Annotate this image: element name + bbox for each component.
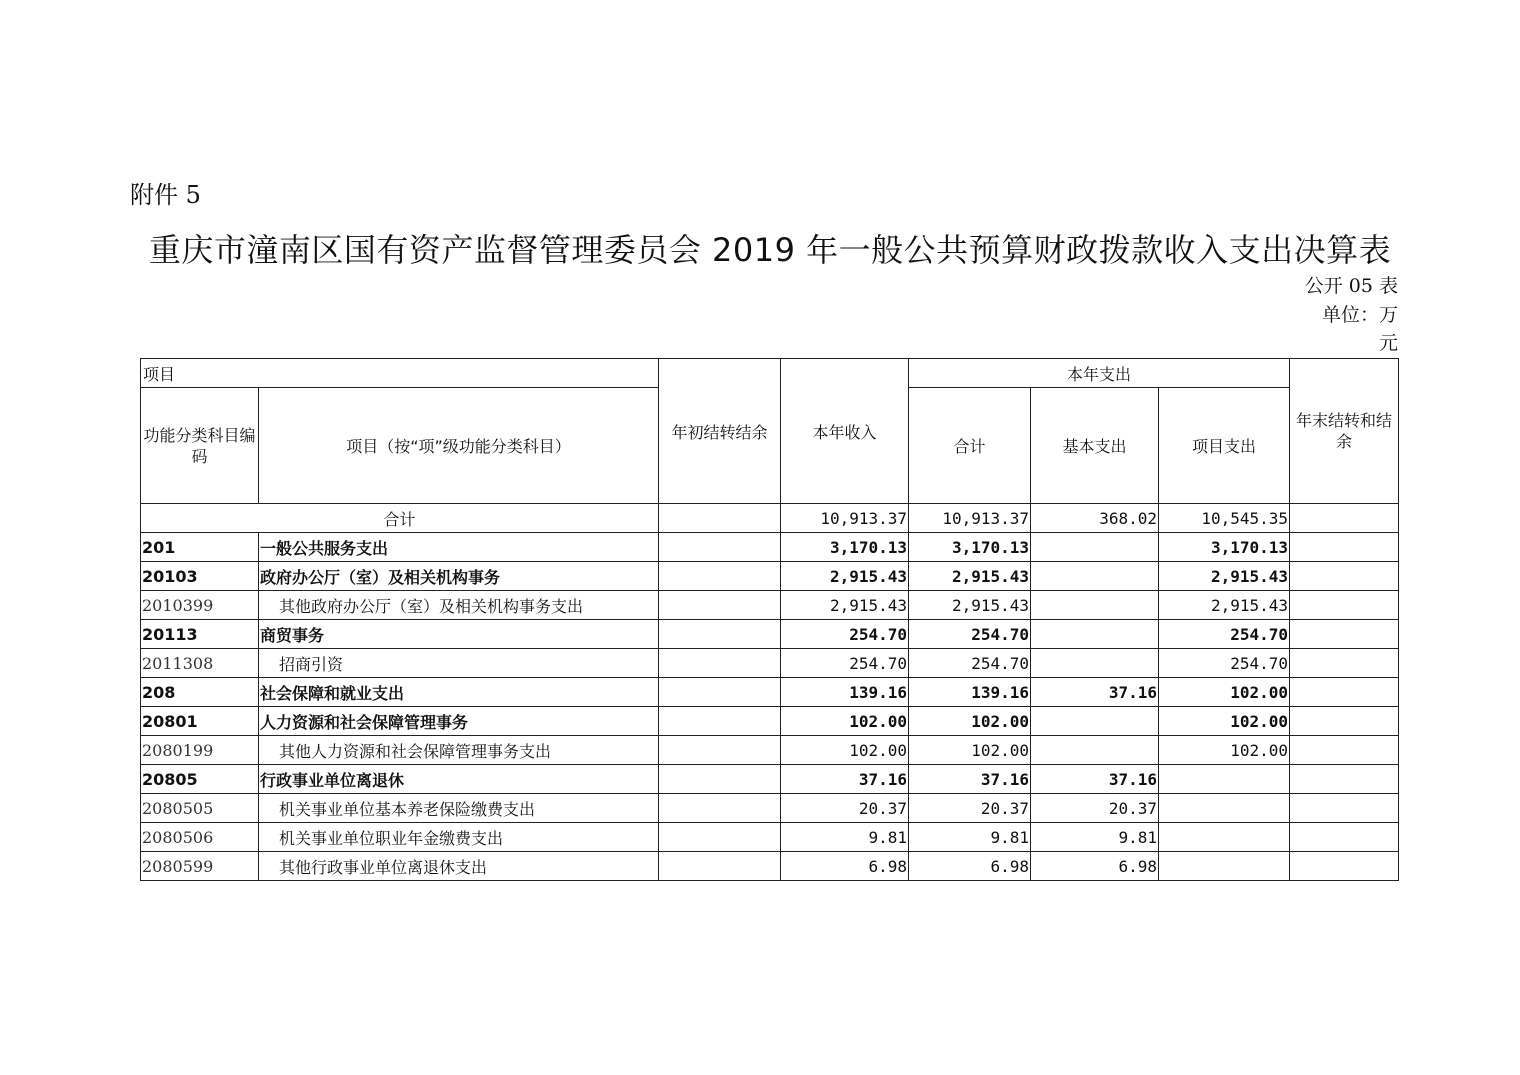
row-name: 行政事业单位离退休 — [259, 765, 659, 794]
header-expense-group: 本年支出 — [909, 359, 1290, 388]
header-project-expense: 项目支出 — [1159, 388, 1290, 504]
total-basic: 368.02 — [1031, 504, 1159, 533]
table-row — [141, 765, 1399, 794]
row-project: 102.00 — [1159, 678, 1290, 707]
header-income: 本年收入 — [781, 359, 909, 504]
table-row — [141, 823, 1399, 852]
row-carry-begin — [659, 736, 781, 765]
row-name: 其他人力资源和社会保障管理事务支出 — [259, 736, 659, 765]
row-carry-begin — [659, 562, 781, 591]
attachment-label: 附件 5 — [130, 181, 201, 209]
row-income: 102.00 — [781, 736, 909, 765]
row-project: 254.70 — [1159, 620, 1290, 649]
row-project — [1159, 823, 1290, 852]
row-code: 20103 — [141, 562, 259, 591]
row-name: 其他政府办公厅（室）及相关机构事务支出 — [259, 591, 659, 620]
row-code: 2010399 — [141, 591, 259, 620]
document-title: 重庆市潼南区国有资产监督管理委员会 2019 年一般公共预算财政拨款收入支出决算表 — [148, 231, 1392, 269]
unit-line-1: 单位：万 — [1321, 304, 1398, 326]
table-row — [141, 620, 1399, 649]
budget-table — [140, 358, 1399, 881]
row-code: 2080506 — [141, 823, 259, 852]
row-code: 2011308 — [141, 649, 259, 678]
row-project: 2,915.43 — [1159, 591, 1290, 620]
row-total: 2,915.43 — [909, 562, 1031, 591]
row-project — [1159, 765, 1290, 794]
row-project: 102.00 — [1159, 707, 1290, 736]
row-name: 商贸事务 — [259, 620, 659, 649]
row-income: 102.00 — [781, 707, 909, 736]
row-income: 3,170.13 — [781, 533, 909, 562]
row-code: 20113 — [141, 620, 259, 649]
table-row — [141, 852, 1399, 881]
row-total: 2,915.43 — [909, 591, 1031, 620]
row-basic: 20.37 — [1031, 794, 1159, 823]
header-basic: 基本支出 — [1031, 388, 1159, 504]
row-name: 社会保障和就业支出 — [259, 678, 659, 707]
row-basic — [1031, 591, 1159, 620]
row-project — [1159, 852, 1290, 881]
unit-line-2: 元 — [1378, 332, 1398, 354]
row-income: 2,915.43 — [781, 562, 909, 591]
total-total: 10,913.37 — [909, 504, 1031, 533]
row-project — [1159, 794, 1290, 823]
row-basic: 9.81 — [1031, 823, 1159, 852]
row-income: 6.98 — [781, 852, 909, 881]
row-income: 254.70 — [781, 649, 909, 678]
row-basic — [1031, 562, 1159, 591]
total-project: 10,545.35 — [1159, 504, 1290, 533]
row-name: 政府办公厅（室）及相关机构事务 — [259, 562, 659, 591]
row-income: 20.37 — [781, 794, 909, 823]
row-project: 2,915.43 — [1159, 562, 1290, 591]
row-carry-begin — [659, 620, 781, 649]
row-name: 人力资源和社会保障管理事务 — [259, 707, 659, 736]
row-total: 37.16 — [909, 765, 1031, 794]
row-total: 3,170.13 — [909, 533, 1031, 562]
row-carry-begin — [659, 533, 781, 562]
row-basic: 37.16 — [1031, 765, 1159, 794]
row-project: 102.00 — [1159, 736, 1290, 765]
row-income: 254.70 — [781, 620, 909, 649]
row-total: 139.16 — [909, 678, 1031, 707]
row-code: 2080505 — [141, 794, 259, 823]
row-basic — [1031, 736, 1159, 765]
table-row — [141, 649, 1399, 678]
row-basic — [1031, 533, 1159, 562]
table-row — [141, 533, 1399, 562]
row-carry-end — [1290, 794, 1399, 823]
row-code: 20805 — [141, 765, 259, 794]
row-income: 139.16 — [781, 678, 909, 707]
total-carry-end — [1290, 504, 1399, 533]
row-carry-begin — [659, 591, 781, 620]
row-name: 招商引资 — [259, 649, 659, 678]
row-code: 2080199 — [141, 736, 259, 765]
header-total: 合计 — [909, 388, 1031, 504]
row-total: 9.81 — [909, 823, 1031, 852]
header-carryover-begin: 年初结转结余 — [659, 359, 781, 504]
total-label: 合计 — [141, 504, 659, 533]
row-total: 102.00 — [909, 707, 1031, 736]
row-carry-begin — [659, 678, 781, 707]
row-code: 20801 — [141, 707, 259, 736]
row-basic — [1031, 649, 1159, 678]
row-carry-begin — [659, 707, 781, 736]
row-basic: 37.16 — [1031, 678, 1159, 707]
table-row — [141, 678, 1399, 707]
header-code: 功能分类科目编码 — [141, 388, 259, 504]
row-total: 20.37 — [909, 794, 1031, 823]
row-carry-end — [1290, 678, 1399, 707]
header-item: 项目（按“项”级功能分类科目） — [259, 388, 659, 504]
row-carry-end — [1290, 736, 1399, 765]
row-name: 一般公共服务支出 — [259, 533, 659, 562]
row-name: 机关事业单位职业年金缴费支出 — [259, 823, 659, 852]
row-code: 2080599 — [141, 852, 259, 881]
row-carry-end — [1290, 620, 1399, 649]
total-income: 10,913.37 — [781, 504, 909, 533]
table-row — [141, 591, 1399, 620]
row-name: 机关事业单位基本养老保险缴费支出 — [259, 794, 659, 823]
row-carry-end — [1290, 591, 1399, 620]
row-total: 6.98 — [909, 852, 1031, 881]
row-income: 2,915.43 — [781, 591, 909, 620]
row-name: 其他行政事业单位离退休支出 — [259, 852, 659, 881]
row-carry-end — [1290, 707, 1399, 736]
table-row — [141, 736, 1399, 765]
unit-label — [1288, 301, 1398, 357]
row-basic — [1031, 707, 1159, 736]
header-carryover-end: 年末结转和结余 — [1290, 359, 1399, 504]
row-project: 254.70 — [1159, 649, 1290, 678]
table-row — [141, 562, 1399, 591]
row-basic — [1031, 620, 1159, 649]
row-total: 254.70 — [909, 649, 1031, 678]
row-carry-begin — [659, 852, 781, 881]
row-total: 102.00 — [909, 736, 1031, 765]
row-carry-end — [1290, 852, 1399, 881]
row-carry-end — [1290, 765, 1399, 794]
row-income: 37.16 — [781, 765, 909, 794]
row-basic: 6.98 — [1031, 852, 1159, 881]
row-carry-begin — [659, 649, 781, 678]
row-income: 9.81 — [781, 823, 909, 852]
row-code: 208 — [141, 678, 259, 707]
row-carry-end — [1290, 562, 1399, 591]
table-id: 公开 05 表 — [1304, 275, 1398, 297]
header-project: 项目 — [141, 359, 659, 388]
row-carry-begin — [659, 823, 781, 852]
row-carry-begin — [659, 794, 781, 823]
row-project: 3,170.13 — [1159, 533, 1290, 562]
table-row — [141, 707, 1399, 736]
table-row — [141, 794, 1399, 823]
row-total: 254.70 — [909, 620, 1031, 649]
row-carry-end — [1290, 649, 1399, 678]
total-carry-begin — [659, 504, 781, 533]
row-carry-end — [1290, 823, 1399, 852]
row-code: 201 — [141, 533, 259, 562]
row-carry-end — [1290, 533, 1399, 562]
total-row — [141, 504, 1399, 533]
row-carry-begin — [659, 765, 781, 794]
